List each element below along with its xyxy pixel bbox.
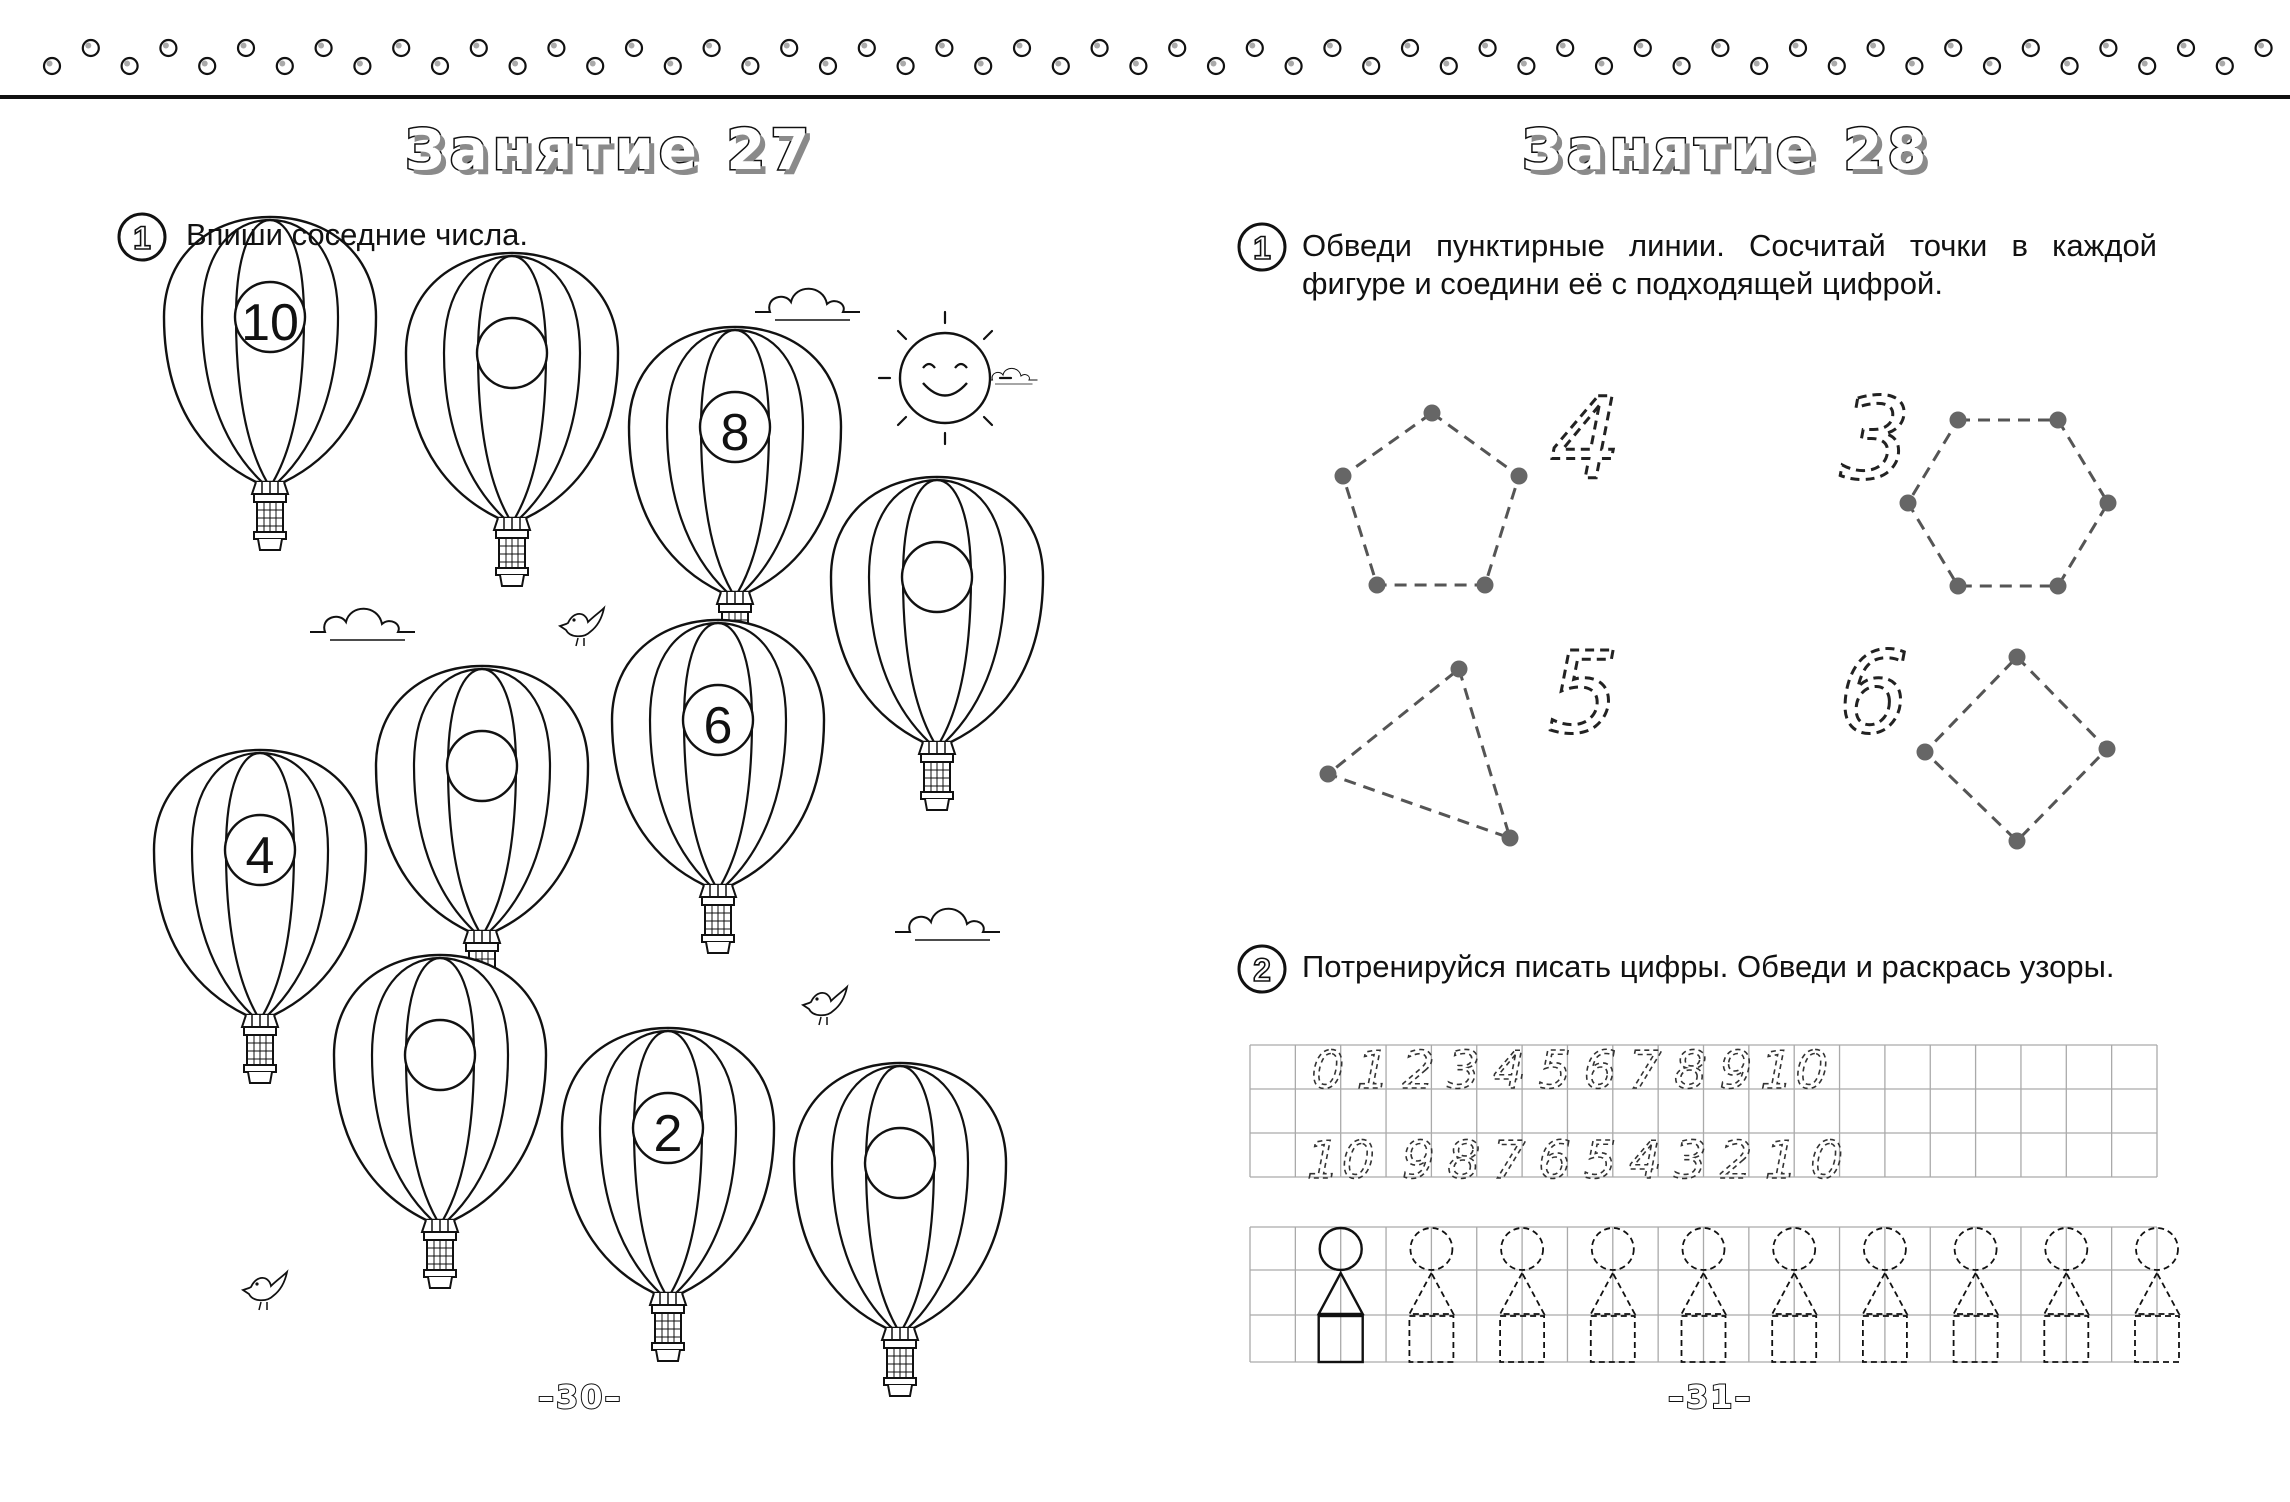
border-dot (122, 58, 138, 74)
balloon-number: 4 (245, 827, 275, 885)
dot-shape (1900, 412, 2117, 595)
dot-shapes (1320, 405, 2117, 850)
dot-shape (1320, 661, 1519, 847)
shape-dot (2099, 741, 2116, 758)
border-dot (1324, 40, 1340, 56)
border-dot (2062, 58, 2078, 74)
trace-digit: 7 (1492, 1131, 1528, 1191)
border-dot (1945, 40, 1961, 56)
border-dot (1674, 58, 1690, 74)
bird-icon (243, 1272, 287, 1310)
cloud-icon (310, 609, 415, 640)
border-dot (1751, 58, 1767, 74)
balloon (831, 477, 1043, 810)
dot-shape (1335, 405, 1528, 594)
cloud-icon (895, 909, 1000, 940)
border-dot (1286, 58, 1302, 74)
trace-digit: 2 (1401, 1041, 1438, 1101)
border-dot (781, 40, 797, 56)
balloon-number: 8 (720, 404, 750, 462)
trace-digit: 6 (1838, 629, 1910, 759)
border-dot (1596, 58, 1612, 74)
task-number-badge (1239, 946, 1285, 992)
trace-digit: 8 (1674, 1041, 1710, 1101)
trace-digit: 3 (1674, 1131, 1710, 1191)
border-dot (1130, 58, 1146, 74)
border-dot (1906, 58, 1922, 74)
border-dot (859, 40, 875, 56)
trace-digit: 3 (1840, 375, 1912, 505)
task-number-badge (119, 214, 165, 260)
border-dot (820, 58, 836, 74)
border-dot (510, 58, 526, 74)
trace-digit: 8 (1447, 1131, 1483, 1191)
border-dot (160, 40, 176, 56)
shape-dot (1950, 578, 1967, 595)
balloon-number: 2 (653, 1105, 683, 1163)
shape-dot (1502, 830, 1519, 847)
task-instruction: Обведи пунктирные линии. Сосчитай точки в каждой фигуре и соедини её с подходящей цифрой. (1302, 228, 2157, 301)
trace-digit: 1 (1356, 1041, 1392, 1101)
border-dot (626, 40, 642, 56)
border-dot (1868, 40, 1884, 56)
sun-icon (879, 312, 1011, 444)
border-dot (1247, 40, 1263, 56)
shape-dot (1320, 766, 1337, 783)
border-dot (1829, 58, 1845, 74)
balloon (612, 620, 824, 953)
border-dot (471, 40, 487, 56)
dot-shape (1917, 649, 2116, 850)
border-dot (2100, 40, 2116, 56)
border-dot (587, 58, 603, 74)
shape-dot (2009, 649, 2026, 666)
shape-dot (1477, 577, 1494, 594)
trace-digit: 6 (1583, 1041, 1619, 1101)
page-number: –31– (1668, 1378, 1753, 1416)
shape-dot (1950, 412, 1967, 429)
task-instruction: Впиши соседние числа. (186, 217, 529, 252)
shape-dot (1369, 577, 1386, 594)
shape-dot (2100, 495, 2117, 512)
task-instruction: Потренируйся писать цифры. Обведи и раскрась узоры. (1302, 949, 2115, 984)
trace-digit: 6 (1537, 1131, 1574, 1191)
task-number-badge (1239, 224, 1285, 270)
trace-digit: 4 (1550, 375, 1622, 505)
border-dot (432, 58, 448, 74)
trace-digit: 10 (1760, 1041, 1831, 1101)
bird-icon (560, 608, 604, 646)
balloon-number: 10 (241, 294, 299, 352)
trace-digit: 9 (1401, 1131, 1438, 1191)
border-dot (2139, 58, 2155, 74)
trace-digit: 4 (1492, 1041, 1528, 1101)
balloon-number: 6 (703, 697, 733, 755)
trace-digit: 2 (1719, 1131, 1755, 1191)
border-dot (1092, 40, 1108, 56)
border-dot (1480, 40, 1496, 56)
balloon (629, 327, 841, 660)
border-dot (1984, 58, 2000, 74)
border-dot (199, 58, 215, 74)
trace-digit: 10 (1306, 1131, 1377, 1191)
svg-text:1: 1 (1253, 230, 1271, 266)
border-dot (44, 58, 60, 74)
border-dot (1712, 40, 1728, 56)
border-dot (898, 58, 914, 74)
border-dot (277, 58, 293, 74)
shape-dot (2009, 833, 2026, 850)
border-dot (548, 40, 564, 56)
trace-digit: 5 (1548, 629, 1620, 759)
trace-digit: 4 (1628, 1131, 1664, 1191)
shape-dot (1511, 468, 1528, 485)
trace-digit: 0 (1810, 1131, 1846, 1191)
border-dot (1790, 40, 1806, 56)
border-dot (354, 58, 370, 74)
bird-icon (803, 987, 847, 1025)
border-dot (1557, 40, 1573, 56)
svg-text:2: 2 (1253, 952, 1271, 988)
balloon (154, 750, 366, 1083)
border-dot (1169, 40, 1185, 56)
border-dot (936, 40, 952, 56)
cloud-icon (985, 368, 1038, 384)
shape-dot (1424, 405, 1441, 422)
balloon (164, 217, 376, 550)
page-number: –30– (538, 1378, 623, 1416)
shape-dot (2050, 578, 2067, 595)
border-dot (238, 40, 254, 56)
balloon (794, 1063, 1006, 1396)
border-dot (665, 58, 681, 74)
lesson-title: Занятие 28 (1522, 118, 1932, 183)
lesson-title: Занятие 27 (405, 118, 815, 183)
shape-dot (1335, 468, 1352, 485)
border-dot (1635, 40, 1651, 56)
trace-digit: 9 (1719, 1041, 1755, 1101)
border-dot (2023, 40, 2039, 56)
border-dot (1518, 58, 1534, 74)
balloon (562, 1028, 774, 1361)
trace-digit: 7 (1628, 1041, 1664, 1101)
cloud-icon (755, 289, 860, 320)
svg-text:1: 1 (133, 220, 151, 256)
trace-digit: 0 (1311, 1041, 1347, 1101)
trace-digit: 5 (1537, 1041, 1574, 1101)
border-dot (1208, 58, 1224, 74)
balloon (406, 253, 618, 586)
trace-digit: 1 (1764, 1131, 1800, 1191)
border-dot (1363, 58, 1379, 74)
border-dot (1014, 40, 1030, 56)
balloon (334, 955, 546, 1288)
border-dot (1402, 40, 1418, 56)
trace-digit: 3 (1447, 1041, 1483, 1101)
top-border-dots (44, 40, 2272, 74)
border-dot (316, 40, 332, 56)
balloon (376, 666, 588, 999)
border-dot (1053, 58, 1069, 74)
border-dot (2217, 58, 2233, 74)
practice-row-ascending (1311, 1041, 1830, 1101)
border-dot (1441, 58, 1457, 74)
shape-dot (1917, 744, 1934, 761)
border-dot (2256, 40, 2272, 56)
trace-digit: 5 (1583, 1131, 1619, 1191)
border-dot (704, 40, 720, 56)
practice-row-descending (1307, 1131, 1845, 1191)
border-dot (393, 40, 409, 56)
border-dot (83, 40, 99, 56)
border-dot (742, 58, 758, 74)
shape-dot (2050, 412, 2067, 429)
border-dot (975, 58, 991, 74)
border-dot (2178, 40, 2194, 56)
shape-dot (1451, 661, 1468, 678)
